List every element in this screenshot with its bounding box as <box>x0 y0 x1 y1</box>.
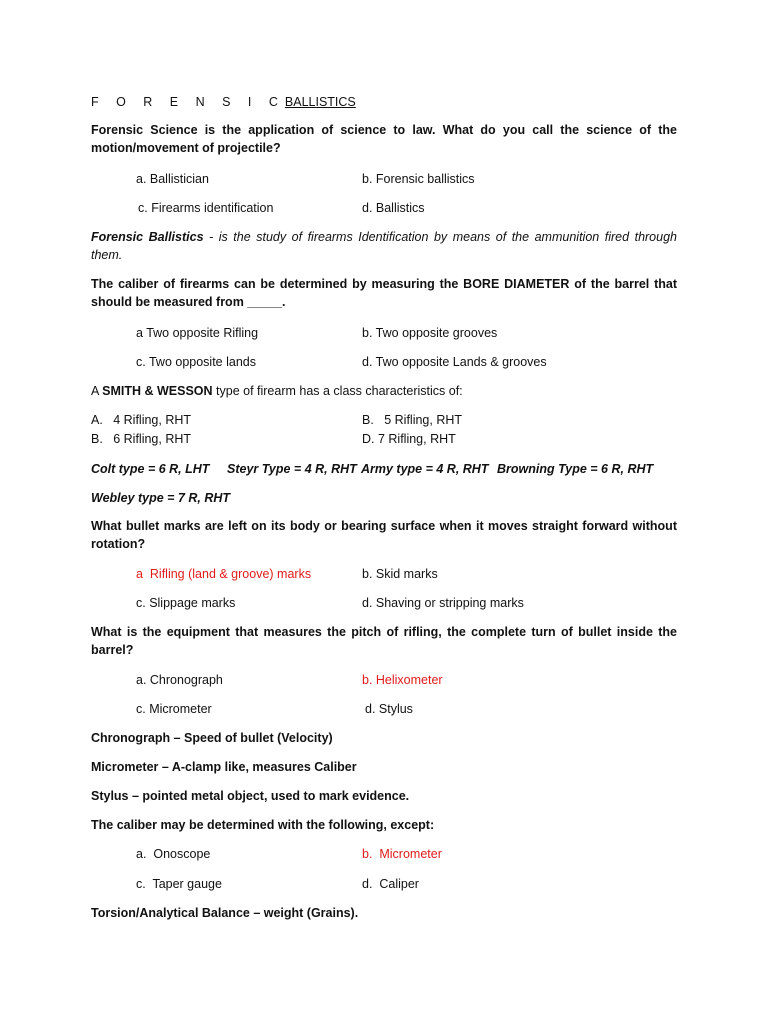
q6-option-a: a. Onoscope <box>136 847 211 861</box>
q5-option-d: d. Stylus <box>365 702 413 716</box>
q6-option-c: c. Taper gauge <box>136 877 222 891</box>
q6-option-b-answer: b. Micrometer <box>362 847 442 861</box>
type-webley: Webley type = 7 R, RHT <box>91 491 231 505</box>
q1-option-a: a. Ballistician <box>136 172 209 186</box>
type-colt: Colt type = 6 R, LHT <box>91 462 210 476</box>
document-title <box>91 93 356 111</box>
q2-pre: The caliber of firearms can be determined by measuring the <box>91 277 464 291</box>
q3-option-d: D. 7 Rifling, RHT <box>362 432 456 446</box>
q4-option-a-answer: a Rifling (land & groove) marks <box>136 567 312 581</box>
q1-option-c: c. Firearms identification <box>138 201 274 215</box>
type-army: Army type = 4 R, RHT <box>361 462 489 476</box>
q3-option-c: B. 6 Rifling, RHT <box>91 432 192 446</box>
q3-option-a: A. 4 Rifling, RHT <box>91 413 192 427</box>
q5-option-c: c. Micrometer <box>136 702 212 716</box>
question-1: Forensic Science is the application of science to law. What do you call the science of the motion/movement of projectile? <box>91 123 677 155</box>
type-browning: Browning Type = 6 R, RHT <box>497 462 654 476</box>
definition-text: - is the study of firearms Identification by means of the ammunition fired through them. <box>91 230 677 262</box>
q2-option-a: a Two opposite Rifling <box>136 326 259 340</box>
q5-option-a: a. Chronograph <box>136 673 223 687</box>
q2-post: of the barrel that should be measured from _____. <box>91 277 678 309</box>
q4-option-b: b. Skid marks <box>362 567 438 581</box>
question-6: The caliber may be determined with the following, except: <box>91 818 435 832</box>
q2-bold: BORE DIAMETER <box>463 277 570 291</box>
q1-option-b: b. Forensic ballistics <box>362 172 475 186</box>
note-stylus: Stylus – pointed metal object, used to mark evidence. <box>91 789 410 803</box>
q3-bold: SMITH & WESSON <box>102 384 213 398</box>
q2-option-d: d. Two opposite Lands & grooves <box>362 355 547 369</box>
q5-option-b-answer: b. Helixometer <box>362 673 443 687</box>
q2-option-c: c. Two opposite lands <box>136 355 256 369</box>
q3-post: type of firearm has a class characteristics of: <box>212 384 463 398</box>
question-3 <box>91 382 463 400</box>
q1-option-d: d. Ballistics <box>362 201 425 215</box>
question-5: What is the equipment that measures the pitch of rifling, the complete turn of bullet inside the barrel? <box>91 625 677 657</box>
question-4: What bullet marks are left on its body or bearing surface when it moves straight forward without rotation? <box>91 519 677 551</box>
note-torsion-balance: Torsion/Analytical Balance – weight (Grains). <box>91 906 359 920</box>
title-underlined: BALLISTICS <box>284 95 356 109</box>
q3-option-b: B. 5 Rifling, RHT <box>362 413 463 427</box>
q3-pre: A <box>91 384 103 398</box>
type-steyr: Steyr Type = 4 R, RHT <box>227 462 357 476</box>
q4-option-c: c. Slippage marks <box>136 596 236 610</box>
q4-option-d: d. Shaving or stripping marks <box>362 596 524 610</box>
question-2 <box>91 275 677 311</box>
definition-term: Forensic Ballistics <box>91 230 204 244</box>
q6-option-d: d. Caliper <box>362 877 419 891</box>
note-chronograph: Chronograph – Speed of bullet (Velocity) <box>91 731 333 745</box>
note-micrometer: Micrometer – A-clamp like, measures Caliber <box>91 760 357 774</box>
q2-option-b: b. Two opposite grooves <box>362 326 498 340</box>
title-spaced: F O R E N S I C <box>91 95 285 109</box>
definition-forensic-ballistics <box>91 228 677 264</box>
